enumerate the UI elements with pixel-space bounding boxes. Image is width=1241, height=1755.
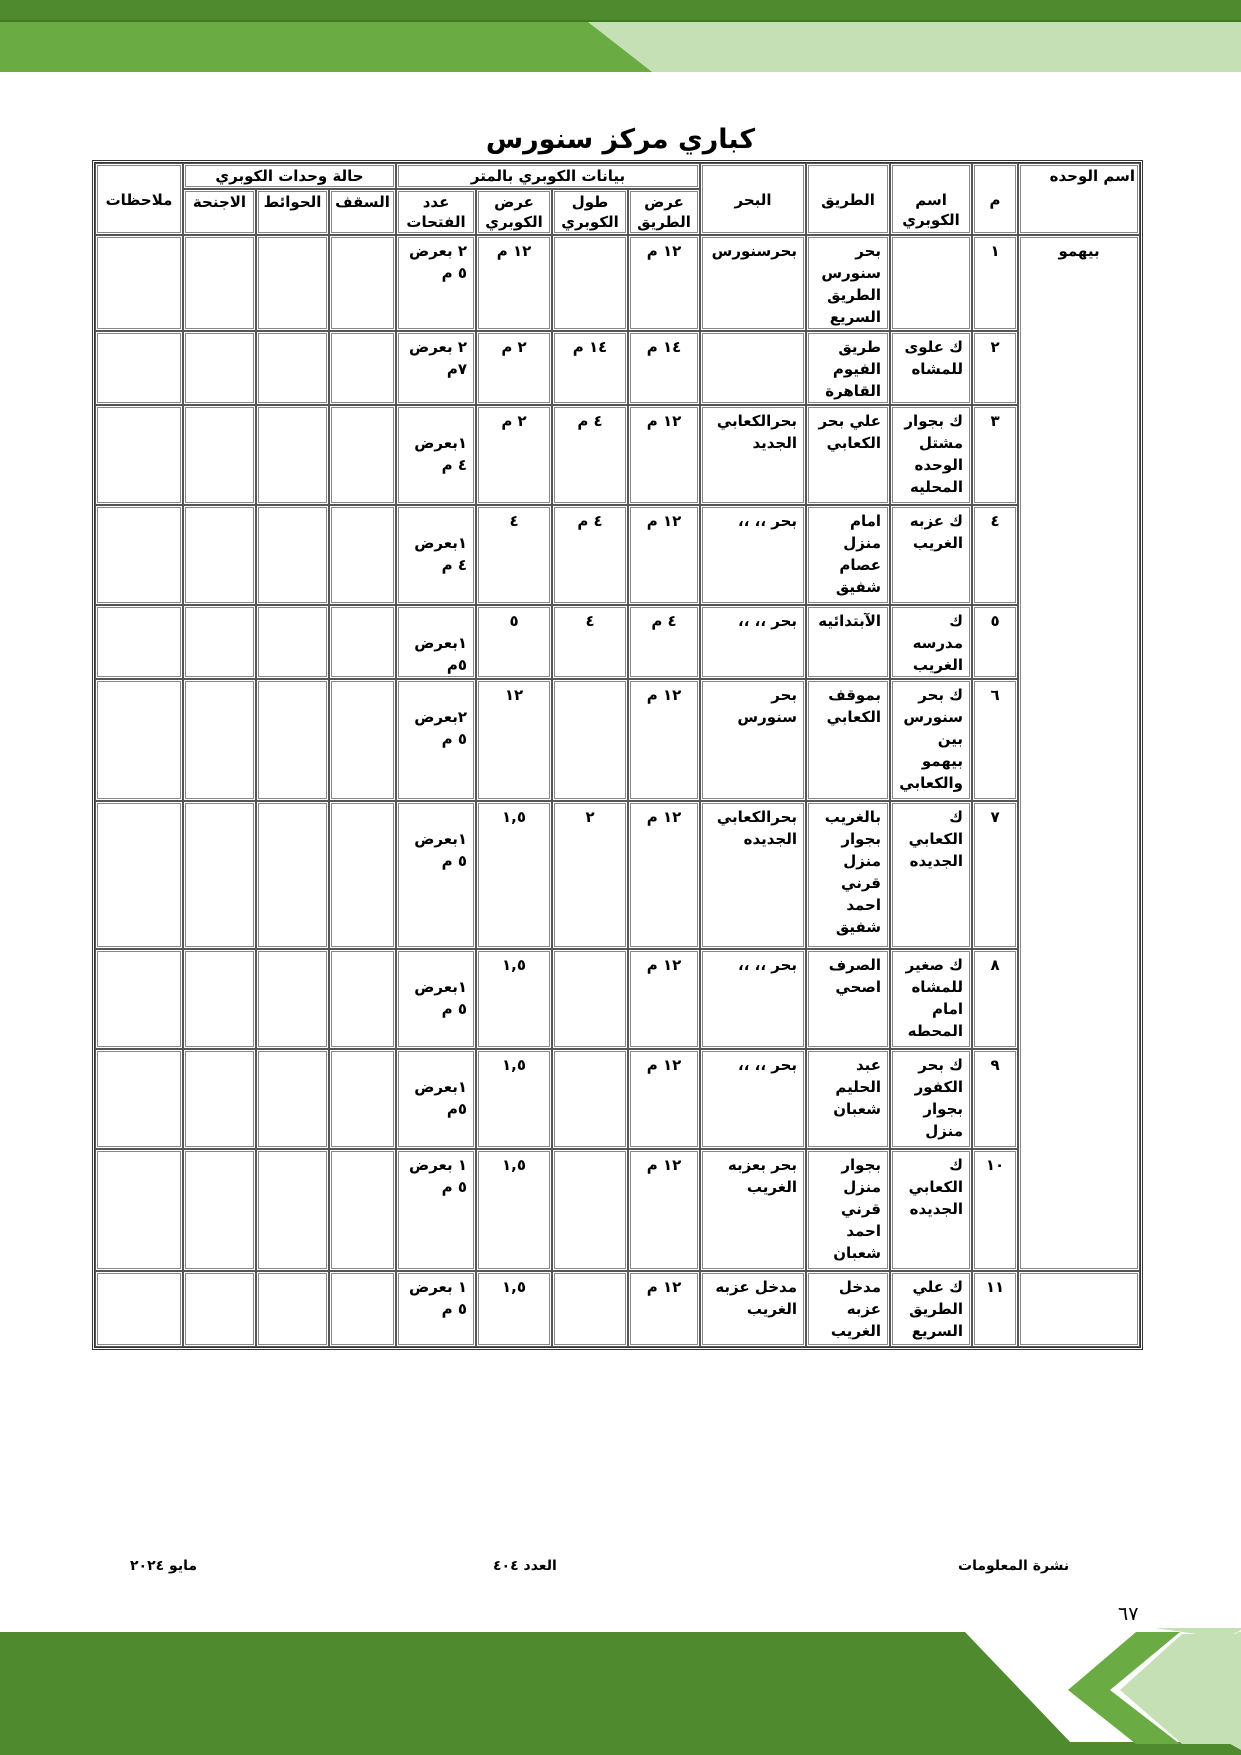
header-openings: عدد الفتحات — [396, 189, 476, 235]
cell-notes — [95, 801, 183, 949]
header-roof: السقف — [329, 189, 396, 235]
cell-notes — [95, 679, 183, 801]
cell-notes — [95, 1049, 183, 1149]
cell-num: ٨ — [972, 949, 1018, 1049]
cell-width: ١,٥ — [476, 949, 552, 1049]
cell-roof — [329, 679, 396, 801]
table-row — [95, 679, 1140, 801]
cell-length: ١٤ م — [552, 331, 628, 405]
header-road: الطريق — [806, 163, 890, 235]
header-road-width: عرض الطريق — [628, 189, 700, 235]
table-row — [95, 331, 1140, 405]
cell-wings — [183, 949, 256, 1049]
table-body — [95, 235, 1140, 1347]
bottom-decorative-band — [0, 1628, 1241, 1755]
cell-openings: ١بعرض ٥م — [396, 1049, 476, 1149]
cell-road: بجوار منزل قرني احمد شعبان — [806, 1149, 890, 1271]
cell-walls — [256, 235, 329, 331]
cell-wings — [183, 1149, 256, 1271]
cell-road: بالغريب بجوار منزل قرني احمد شفيق — [806, 801, 890, 949]
cell-num: ٤ — [972, 505, 1018, 605]
header-num: م — [972, 163, 1018, 235]
cell-walls — [256, 679, 329, 801]
cell-name: ك الكعابي الجديده — [890, 801, 972, 949]
cell-num: ٧ — [972, 801, 1018, 949]
header-bridge-data-group: بيانات الكوبري بالمتر — [396, 163, 700, 189]
cell-length — [552, 949, 628, 1049]
cell-num: ١ — [972, 235, 1018, 331]
cell-canal: بحرالكعابي الجديده — [700, 801, 806, 949]
cell-road: بموقف الكعابي — [806, 679, 890, 801]
table-row — [95, 405, 1140, 505]
cell-notes — [95, 505, 183, 605]
cell-openings: ٢ بعرض ٧م — [396, 331, 476, 405]
cell-notes — [95, 331, 183, 405]
cell-road: مدخل عزبه الغريب — [806, 1271, 890, 1347]
cell-roof — [329, 235, 396, 331]
cell-road-width: ١٢ م — [628, 235, 700, 331]
cell-wings — [183, 1049, 256, 1149]
header-unit: اسم الوحده — [1018, 163, 1140, 235]
cell-canal: بحر ،، ،، — [700, 605, 806, 679]
header-bridge-width: عرض الكوبري — [476, 189, 552, 235]
header-wings: الاجنحة — [183, 189, 256, 235]
cell-canal: بحر بعزبه الغريب — [700, 1149, 806, 1271]
cell-name: ك بجوار مشتل الوحده المحليه — [890, 405, 972, 505]
cell-walls — [256, 1149, 329, 1271]
table-row — [95, 1271, 1140, 1347]
cell-roof — [329, 1149, 396, 1271]
cell-name: ك بحر سنورس بين بيهمو والكعابي — [890, 679, 972, 801]
cell-openings: ٢بعرض ٥ م — [396, 679, 476, 801]
cell-road: عبد الحليم شعبان — [806, 1049, 890, 1149]
table-row — [95, 801, 1140, 949]
cell-notes — [95, 235, 183, 331]
footer-date: مايو ٢٠٢٤ — [130, 1558, 198, 1574]
header-walls: الحوائط — [256, 189, 329, 235]
header-notes: ملاحظات — [95, 163, 183, 235]
cell-length — [552, 1049, 628, 1149]
cell-road: علي بحر الكعابي — [806, 405, 890, 505]
cell-roof — [329, 405, 396, 505]
page-number: ٦٧ — [1118, 1603, 1139, 1625]
cell-num: ٢ — [972, 331, 1018, 405]
cell-roof — [329, 1049, 396, 1149]
cell-length: ٤ — [552, 605, 628, 679]
cell-name: ك علوى للمشاه — [890, 331, 972, 405]
cell-wings — [183, 405, 256, 505]
cell-road-width: ١٢ م — [628, 679, 700, 801]
cell-road: طريق الفيوم القاهرة — [806, 331, 890, 405]
cell-num: ١١ — [972, 1271, 1018, 1347]
cell-width: ١,٥ — [476, 801, 552, 949]
cell-width: ٤ — [476, 505, 552, 605]
cell-num: ٣ — [972, 405, 1018, 505]
cell-length — [552, 1149, 628, 1271]
cell-walls — [256, 1049, 329, 1149]
header-status-group: حالة وحدات الكوبري — [183, 163, 396, 189]
cell-road-width: ١٢ م — [628, 505, 700, 605]
cell-walls — [256, 505, 329, 605]
table-row — [95, 235, 1140, 331]
cell-openings: ١ بعرض ٥ م — [396, 1149, 476, 1271]
page-title: كباري مركز سنورس — [485, 124, 756, 155]
cell-road: بحر سنورس الطريق السريع — [806, 235, 890, 331]
table-row — [95, 949, 1140, 1049]
cell-wings — [183, 605, 256, 679]
cell-canal: بحر سنورس — [700, 679, 806, 801]
cell-roof — [329, 605, 396, 679]
cell-width: ٢ م — [476, 331, 552, 405]
header-bridge-name: اسم الكوبري — [890, 163, 972, 235]
cell-width: ٥ — [476, 605, 552, 679]
cell-openings: ٢ بعرض ٥ م — [396, 235, 476, 331]
cell-walls — [256, 605, 329, 679]
cell-wings — [183, 679, 256, 801]
bridges-table-container — [92, 160, 1142, 1350]
cell-name: ك الكعابي الجديده — [890, 1149, 972, 1271]
cell-canal: مدخل عزبه الغريب — [700, 1271, 806, 1347]
cell-openings: ١بعرض ٥ م — [396, 949, 476, 1049]
cell-width: ١,٥ — [476, 1271, 552, 1347]
cell-road-width: ١٢ م — [628, 405, 700, 505]
cell-name: ك صغير للمشاه امام المحطه — [890, 949, 972, 1049]
cell-length: ٤ م — [552, 405, 628, 505]
cell-road: الصرف اصحي — [806, 949, 890, 1049]
cell-canal: بحر ،، ،، — [700, 949, 806, 1049]
cell-openings: ١بعرض ٤ م — [396, 505, 476, 605]
cell-road: امام منزل عصام شفيق — [806, 505, 890, 605]
cell-walls — [256, 1271, 329, 1347]
cell-road-width: ٤ م — [628, 605, 700, 679]
cell-num: ٩ — [972, 1049, 1018, 1149]
cell-width: ١,٥ — [476, 1049, 552, 1149]
table-row — [95, 1149, 1140, 1271]
cell-road-width: ١٢ م — [628, 949, 700, 1049]
cell-road-width: ١٢ م — [628, 801, 700, 949]
cell-walls — [256, 801, 329, 949]
cell-notes — [95, 1271, 183, 1347]
cell-walls — [256, 405, 329, 505]
cell-wings — [183, 1271, 256, 1347]
cell-length: ٤ م — [552, 505, 628, 605]
cell-width: ١٢ — [476, 679, 552, 801]
cell-name: ك مدرسه الغريب — [890, 605, 972, 679]
cell-canal: بحر ،، ،، — [700, 1049, 806, 1149]
cell-wings — [183, 235, 256, 331]
cell-num: ٥ — [972, 605, 1018, 679]
cell-num: ١٠ — [972, 1149, 1018, 1271]
cell-notes — [95, 949, 183, 1049]
cell-road: الآبتدائيه — [806, 605, 890, 679]
cell-num: ٦ — [972, 679, 1018, 801]
cell-openings: ١بعرض ٤ م — [396, 405, 476, 505]
footer-publication: نشرة المعلومات — [958, 1558, 1070, 1574]
cell-canal: بحرسنورس — [700, 235, 806, 331]
cell-width: ١٢ م — [476, 235, 552, 331]
cell-openings: ١ بعرض ٥ م — [396, 1271, 476, 1347]
cell-length — [552, 235, 628, 331]
cell-width: ٢ م — [476, 405, 552, 505]
cell-length — [552, 679, 628, 801]
header-bridge-length: طول الكوبري — [552, 189, 628, 235]
cell-walls — [256, 949, 329, 1049]
cell-width: ١,٥ — [476, 1149, 552, 1271]
cell-wings — [183, 801, 256, 949]
cell-name: ك بحر الكفور بجوار منزل — [890, 1049, 972, 1149]
cell-walls — [256, 331, 329, 405]
cell-canal — [700, 331, 806, 405]
cell-unit — [1018, 1271, 1140, 1347]
table-row — [95, 505, 1140, 605]
cell-wings — [183, 331, 256, 405]
cell-name: ك عزبه الغريب — [890, 505, 972, 605]
cell-roof — [329, 505, 396, 605]
cell-notes — [95, 605, 183, 679]
cell-roof — [329, 1271, 396, 1347]
cell-length: ٢ — [552, 801, 628, 949]
cell-road-width: ١٢ م — [628, 1049, 700, 1149]
cell-roof — [329, 331, 396, 405]
cell-notes — [95, 1149, 183, 1271]
table-row — [95, 605, 1140, 679]
cell-roof — [329, 801, 396, 949]
bridges-table — [92, 160, 1143, 1350]
cell-canal: بحرالكعابي الجديد — [700, 405, 806, 505]
header-canal: البحر — [700, 163, 806, 235]
cell-notes — [95, 405, 183, 505]
cell-openings: ١بعرض ٥ م — [396, 801, 476, 949]
top-decorative-band — [0, 0, 1241, 72]
cell-road-width: ١٤ م — [628, 331, 700, 405]
cell-road-width: ١٢ م — [628, 1271, 700, 1347]
cell-wings — [183, 505, 256, 605]
cell-road-width: ١٢ م — [628, 1149, 700, 1271]
cell-unit: بيهمو — [1018, 235, 1140, 1271]
cell-canal: بحر ،، ،، — [700, 505, 806, 605]
footer-issue: العدد ٤٠٤ — [493, 1558, 557, 1574]
cell-roof — [329, 949, 396, 1049]
cell-length — [552, 1271, 628, 1347]
cell-name — [890, 235, 972, 331]
table-row — [95, 1049, 1140, 1149]
cell-openings: ١بعرض ٥م — [396, 605, 476, 679]
cell-name: ك علي الطريق السريع — [890, 1271, 972, 1347]
